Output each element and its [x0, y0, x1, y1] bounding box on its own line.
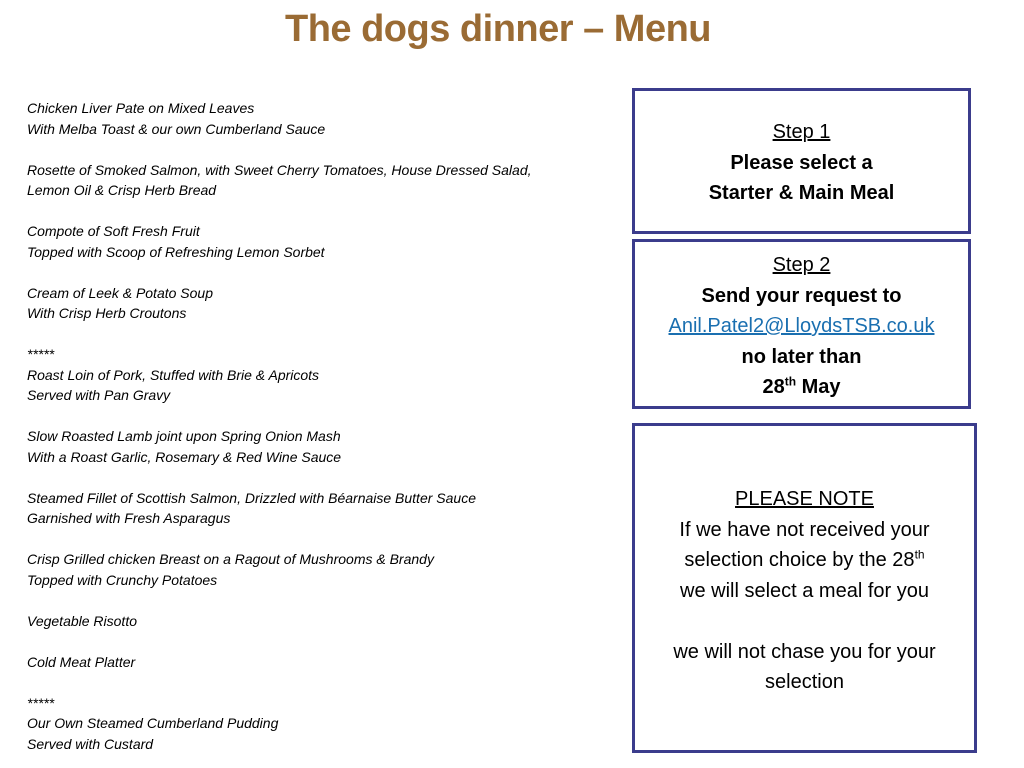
menu-item-line: Lemon Oil & Crisp Herb Bread [27, 182, 217, 198]
deadline-day: 28 [762, 376, 785, 398]
menu-item-line: Vegetable Risotto [27, 612, 137, 629]
menu-item-line: Cold Meat Platter [27, 653, 136, 670]
step2-line1: Send your request to [701, 284, 902, 307]
menu-item-line: With Melba Toast & our own Cumberland Sauce [27, 120, 326, 137]
note-line5: selection [765, 671, 844, 693]
note-line2 [635, 545, 974, 576]
step1-box [632, 88, 971, 234]
menu-spacer [27, 529, 617, 550]
step2-box [632, 239, 971, 409]
menu-divider: ***** [27, 694, 55, 711]
menu-item-line: Crisp Grilled chicken Breast on a Ragout of Mushrooms & Brandy [27, 551, 434, 567]
menu-spacer [27, 324, 617, 345]
page-title: The dogs dinner – Menu [284, 8, 712, 50]
menu-item-line: Compote of Soft Fresh Fruit [27, 223, 200, 239]
menu-spacer [27, 631, 617, 652]
menu-spacer [27, 139, 617, 160]
menu-item-line: With Crisp Herb Croutons [27, 305, 187, 321]
email-link[interactable]: Anil.Patel2@LloydsTSB.co.uk [668, 315, 935, 337]
note-line4: we will not chase you for your [673, 640, 936, 663]
deadline-suffix: th [784, 374, 797, 389]
menu-spacer [27, 590, 617, 611]
step1-line1: Please select a [730, 151, 873, 174]
deadline-month: May [796, 376, 841, 398]
step1-line2: Starter & Main Meal [708, 182, 895, 204]
step2-line3: no later than [741, 345, 862, 368]
menu-item-line: Rosette of Smoked Salmon, with Sweet Cherry Tomatoes, House Dressed Salad, [27, 161, 532, 178]
menu-item-line: Steamed Fillet of Scottish Salmon, Drizzled with Béarnaise Butter Sauce [27, 489, 476, 506]
menu-item-line: Topped with Scoop of Refreshing Lemon Sorbet [27, 243, 325, 260]
menu-item-line: With a Roast Garlic, Rosemary & Red Wine Sauce [27, 448, 342, 465]
menu-item-line: Roast Loin of Pork, Stuffed with Brie & Apricots [27, 366, 320, 383]
menu-item-line: Served with Pan Gravy [27, 387, 171, 403]
menu-list [27, 98, 617, 754]
note-line2-suffix: th [914, 547, 925, 562]
menu-item-line: Cream of Leek & Potato Soup [27, 284, 213, 301]
menu-spacer [27, 262, 617, 283]
menu-item-line: Chicken Liver Pate on Mixed Leaves [27, 100, 255, 116]
note-line3: we will select a meal for you [680, 579, 929, 602]
step1-heading: Step 1 [772, 121, 831, 143]
menu-item-line: Topped with Crunchy Potatoes [27, 571, 218, 588]
menu-divider: ***** [27, 346, 55, 362]
menu-spacer [27, 201, 617, 222]
menu-spacer [27, 672, 617, 693]
menu-spacer [27, 406, 617, 427]
menu-item-line: Slow Roasted Lamb joint upon Spring Onion Mash [27, 428, 341, 444]
note-line2-text: selection choice by the 28 [684, 549, 915, 571]
menu-spacer [27, 467, 617, 488]
note-heading: PLEASE NOTE [735, 488, 874, 510]
note-box [632, 423, 977, 753]
step2-deadline [635, 372, 968, 403]
step2-heading: Step 2 [772, 254, 831, 276]
menu-item-line: Served with Custard [27, 735, 154, 752]
menu-item-line: Our Own Steamed Cumberland Pudding [27, 715, 279, 731]
menu-item-line: Garnished with Fresh Asparagus [27, 510, 231, 526]
note-line1: If we have not received your [679, 518, 930, 541]
note-spacer [635, 606, 974, 637]
